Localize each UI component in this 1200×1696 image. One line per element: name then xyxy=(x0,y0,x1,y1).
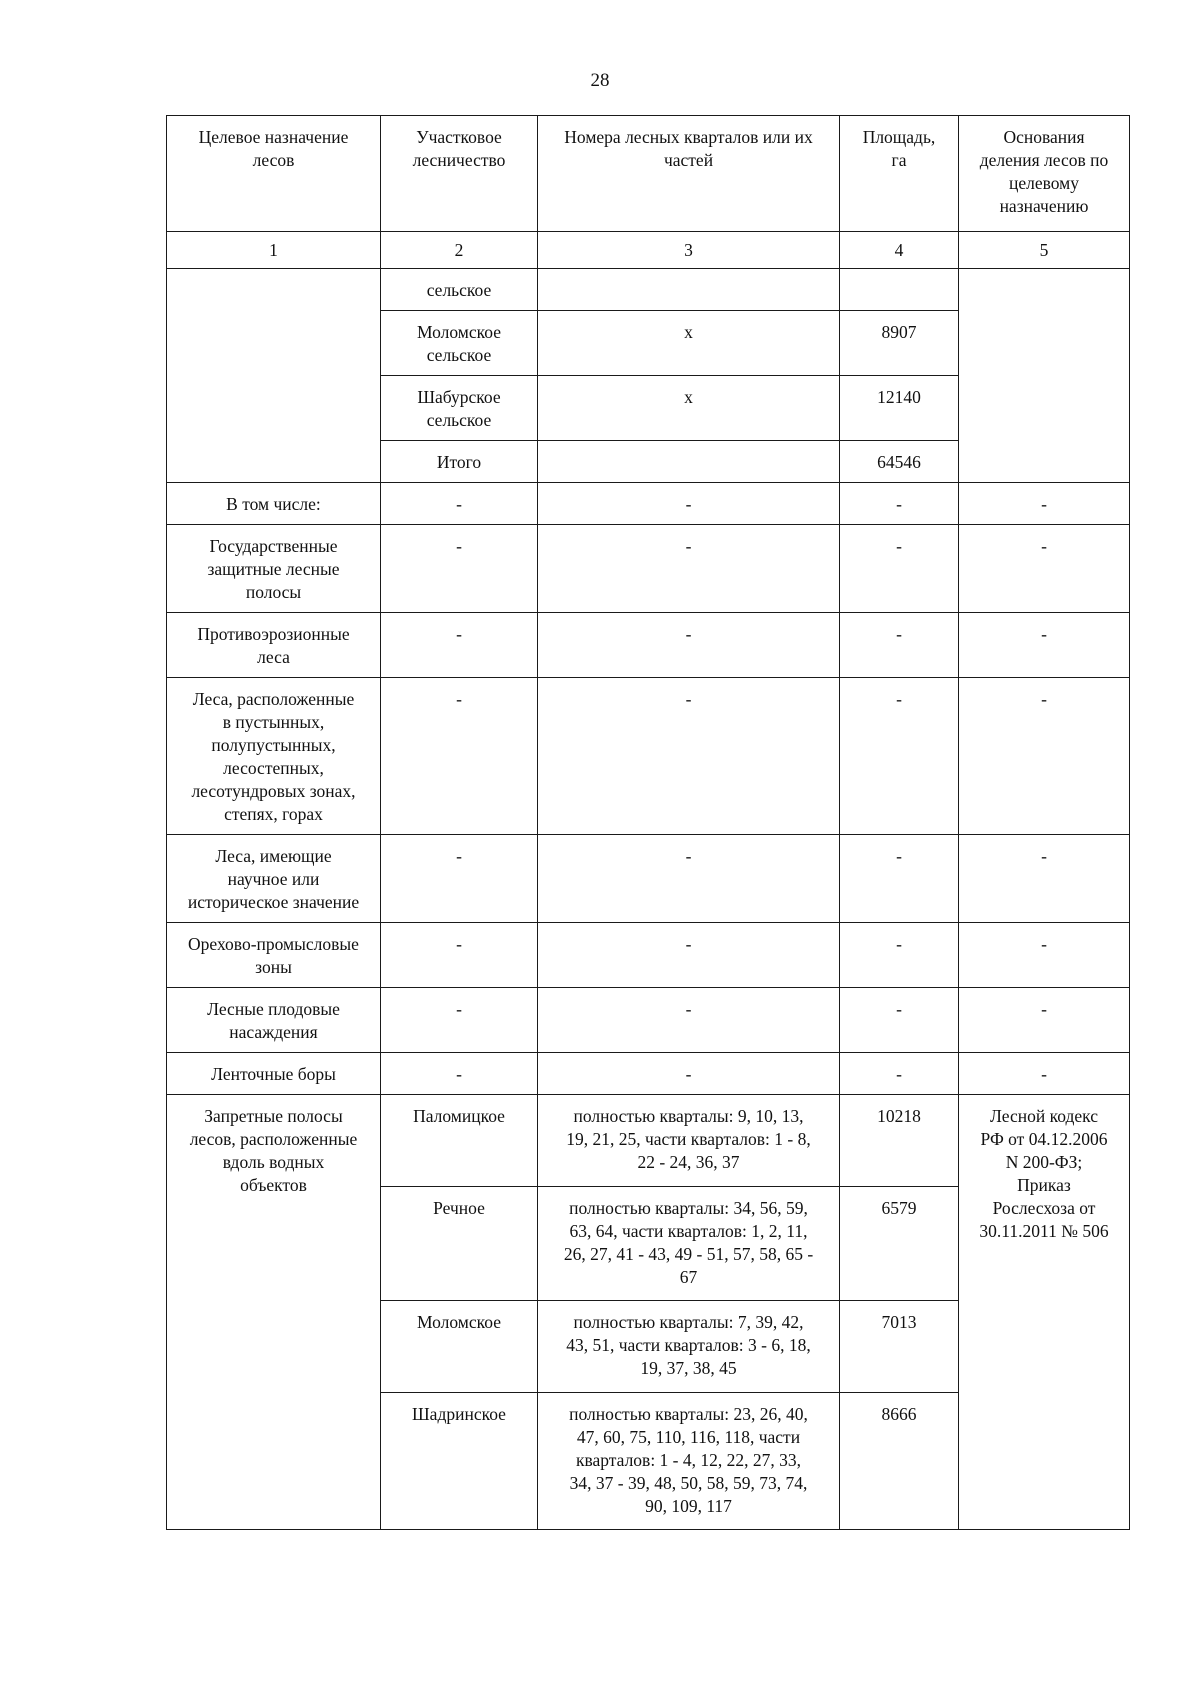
header-quarters: Номера лесных кварталов или их частей xyxy=(538,116,840,232)
district-cell: - xyxy=(381,613,538,678)
district-cell: - xyxy=(381,1053,538,1095)
header-district: Участковое лесничество xyxy=(381,116,538,232)
area-cell: 10218 xyxy=(840,1095,959,1187)
quarters-cell: - xyxy=(538,1053,840,1095)
quarters-cell: - xyxy=(538,525,840,613)
district-cell: - xyxy=(381,835,538,923)
quarters-cell xyxy=(538,441,840,483)
table-row xyxy=(167,923,1130,988)
page-number: 28 xyxy=(590,70,610,91)
header-area: Площадь, га xyxy=(840,116,959,232)
table-row xyxy=(167,1095,1130,1187)
purpose-cell: Запретные полосы лесов, расположенные вдоль водных объектов xyxy=(167,1095,381,1530)
header-basis: Основания деления лесов по целевому назначению xyxy=(959,116,1130,232)
purpose-cell: Ленточные боры xyxy=(167,1053,381,1095)
district-cell: - xyxy=(381,923,538,988)
header-purpose: Целевое назначение лесов xyxy=(167,116,381,232)
quarters-cell: полностью кварталы: 7, 39, 42, 43, 51, части кварталов: 3 - 6, 18, 19, 37, 38, 45 xyxy=(538,1301,840,1393)
table-row xyxy=(167,1053,1130,1095)
purpose-cell: Леса, имеющие научное или историческое значение xyxy=(167,835,381,923)
district-cell: - xyxy=(381,988,538,1053)
quarters-cell: - xyxy=(538,923,840,988)
area-cell: - xyxy=(840,835,959,923)
area-cell: 12140 xyxy=(840,376,959,441)
basis-cell: - xyxy=(959,923,1130,988)
table-row xyxy=(167,269,1130,311)
quarters-cell: - xyxy=(538,613,840,678)
basis-cell-empty xyxy=(959,269,1130,483)
area-cell: - xyxy=(840,923,959,988)
area-cell: 8666 xyxy=(840,1393,959,1530)
quarters-cell: - xyxy=(538,835,840,923)
table-header-row xyxy=(167,116,1130,232)
quarters-cell xyxy=(538,269,840,311)
area-cell: - xyxy=(840,483,959,525)
area-cell: 8907 xyxy=(840,311,959,376)
district-cell: Паломицкое xyxy=(381,1095,538,1187)
forest-purpose-table xyxy=(166,115,1130,1530)
area-cell: 7013 xyxy=(840,1301,959,1393)
quarters-cell: полностью кварталы: 23, 26, 40, 47, 60, 75, 110, 116, 118, части кварталов: 1 - 4, 12, 22, 27, 33, 34, 37 - 39, 48, 50, 58, 59, 73, 74, 90, 109, 117 xyxy=(538,1393,840,1530)
basis-cell: - xyxy=(959,678,1130,835)
district-cell: Речное xyxy=(381,1187,538,1301)
area-cell: - xyxy=(840,525,959,613)
column-number: 1 xyxy=(167,232,381,269)
column-number: 3 xyxy=(538,232,840,269)
basis-cell: - xyxy=(959,525,1130,613)
column-number-row xyxy=(167,232,1130,269)
purpose-cell: В том числе: xyxy=(167,483,381,525)
table-row xyxy=(167,988,1130,1053)
table-row xyxy=(167,835,1130,923)
district-cell: - xyxy=(381,525,538,613)
quarters-cell: x xyxy=(538,311,840,376)
purpose-cell: Лесные плодовые насаждения xyxy=(167,988,381,1053)
table-row xyxy=(167,613,1130,678)
column-number: 4 xyxy=(840,232,959,269)
district-cell: Итого xyxy=(381,441,538,483)
district-cell: - xyxy=(381,678,538,835)
area-cell: - xyxy=(840,988,959,1053)
district-cell: - xyxy=(381,483,538,525)
quarters-cell: полностью кварталы: 34, 56, 59, 63, 64, части кварталов: 1, 2, 11, 26, 27, 41 - 43, 49 - 51, 57, 58, 65 - 67 xyxy=(538,1187,840,1301)
basis-cell: - xyxy=(959,613,1130,678)
basis-cell: - xyxy=(959,483,1130,525)
area-cell: 64546 xyxy=(840,441,959,483)
district-cell: Моломское xyxy=(381,1301,538,1393)
area-cell: - xyxy=(840,1053,959,1095)
basis-cell: - xyxy=(959,988,1130,1053)
district-cell: Моломское сельское xyxy=(381,311,538,376)
quarters-cell: полностью кварталы: 9, 10, 13, 19, 21, 25, части кварталов: 1 - 8, 22 - 24, 36, 37 xyxy=(538,1095,840,1187)
table-row xyxy=(167,525,1130,613)
area-cell xyxy=(840,269,959,311)
district-cell: сельское xyxy=(381,269,538,311)
quarters-cell: - xyxy=(538,988,840,1053)
basis-cell: - xyxy=(959,1053,1130,1095)
basis-cell: - xyxy=(959,835,1130,923)
table-row xyxy=(167,678,1130,835)
area-cell: - xyxy=(840,678,959,835)
basis-cell: Лесной кодекс РФ от 04.12.2006 N 200-ФЗ; Приказ Рослесхоза от 30.11.2011 № 506 xyxy=(959,1095,1130,1530)
column-number: 5 xyxy=(959,232,1130,269)
quarters-cell: x xyxy=(538,376,840,441)
purpose-cell-empty xyxy=(167,269,381,483)
quarters-cell: - xyxy=(538,678,840,835)
quarters-cell: - xyxy=(538,483,840,525)
district-cell: Шабурское сельское xyxy=(381,376,538,441)
table-row xyxy=(167,483,1130,525)
area-cell: - xyxy=(840,613,959,678)
purpose-cell: Леса, расположенные в пустынных, полупустынных, лесостепных, лесотундровых зонах, степях, горах xyxy=(167,678,381,835)
district-cell: Шадринское xyxy=(381,1393,538,1530)
purpose-cell: Противоэрозионные леса xyxy=(167,613,381,678)
purpose-cell: Государственные защитные лесные полосы xyxy=(167,525,381,613)
column-number: 2 xyxy=(381,232,538,269)
purpose-cell: Орехово-промысловые зоны xyxy=(167,923,381,988)
area-cell: 6579 xyxy=(840,1187,959,1301)
